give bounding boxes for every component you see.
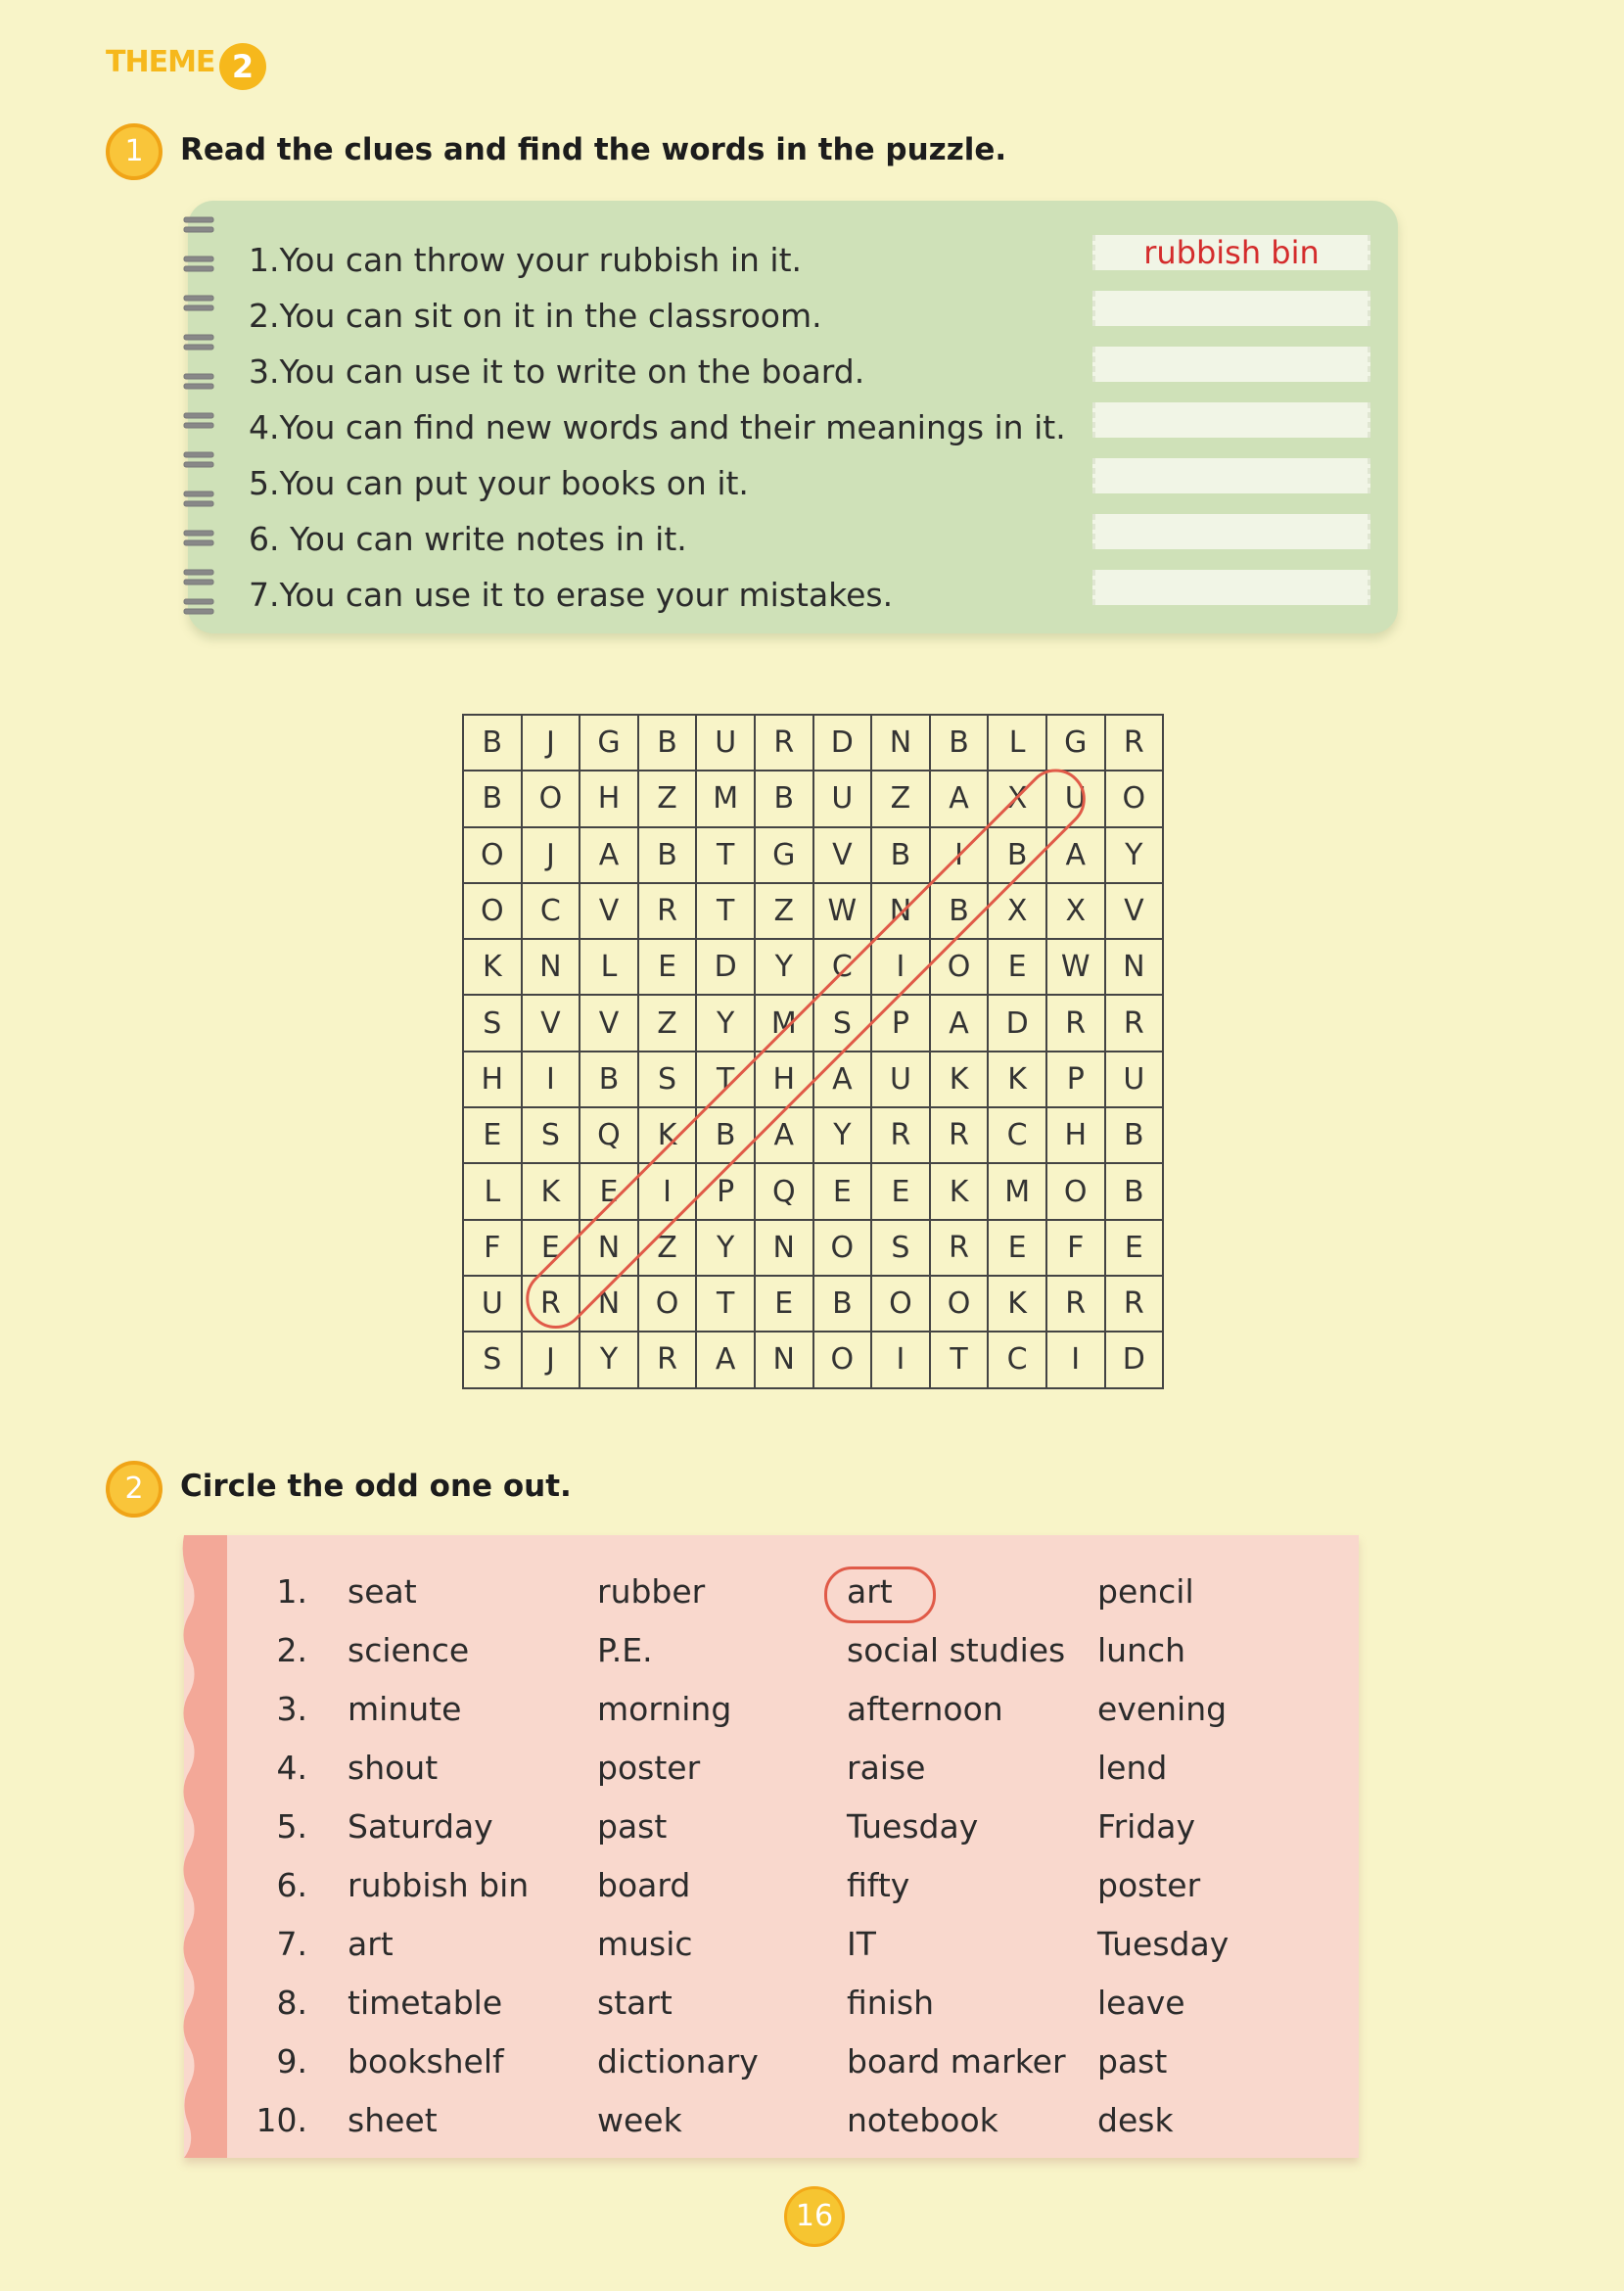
grid-row <box>463 771 1163 826</box>
grid-row <box>463 883 1163 939</box>
grid-cell[interactable]: E <box>871 1163 930 1219</box>
grid-cell[interactable]: A <box>930 995 989 1051</box>
grid-cell[interactable]: G <box>1046 715 1105 771</box>
odd-item-word[interactable]: social studies <box>847 1631 1066 1669</box>
odd-item-word[interactable]: art <box>348 1925 394 1963</box>
grid-cell[interactable]: N <box>755 1332 813 1387</box>
grid-cell[interactable]: D <box>696 939 755 995</box>
grid-cell[interactable]: B <box>580 1052 638 1107</box>
grid-cell[interactable]: R <box>638 883 697 939</box>
grid-cell[interactable]: F <box>1046 1220 1105 1276</box>
odd-item-word[interactable]: music <box>597 1925 693 1963</box>
grid-cell[interactable]: Z <box>638 995 697 1051</box>
grid-cell[interactable]: A <box>1046 827 1105 883</box>
clue-1: 1.You can throw your rubbish in it. <box>249 241 802 279</box>
odd-item-word[interactable]: bookshelf <box>348 2042 504 2081</box>
grid-cell[interactable]: K <box>638 1107 697 1163</box>
odd-item-word[interactable]: board <box>597 1866 691 1904</box>
odd-item-number: 4. <box>276 1749 307 1787</box>
grid-row <box>463 1276 1163 1332</box>
grid-cell[interactable]: B <box>1105 1107 1164 1163</box>
grid-cell[interactable]: R <box>755 715 813 771</box>
section-1-number-badge: 1 <box>106 123 162 180</box>
odd-item-word[interactable]: board marker <box>847 2042 1066 2081</box>
grid-cell[interactable]: K <box>930 1052 989 1107</box>
grid-cell[interactable]: H <box>463 1052 522 1107</box>
clue-5: 5.You can put your books on it. <box>249 464 749 502</box>
grid-cell[interactable]: B <box>755 771 813 826</box>
answer-field-3[interactable] <box>1092 347 1370 382</box>
section-2-number-badge: 2 <box>106 1461 162 1518</box>
odd-item-word[interactable]: week <box>597 2101 682 2139</box>
grid-cell[interactable]: V <box>1105 883 1164 939</box>
theme-label: THEME <box>106 45 215 79</box>
grid-row <box>463 1052 1163 1107</box>
grid-cell[interactable]: V <box>813 827 872 883</box>
odd-item-word[interactable]: leave <box>1097 1984 1185 2022</box>
odd-item-word[interactable]: pencil <box>1097 1572 1194 1611</box>
odd-item-word[interactable]: Saturday <box>348 1807 493 1846</box>
odd-item-number: 8. <box>276 1984 307 2022</box>
odd-item-word[interactable]: poster <box>597 1749 701 1787</box>
odd-item-word[interactable]: start <box>597 1984 673 2022</box>
odd-item-word[interactable]: poster <box>1097 1866 1201 1904</box>
grid-cell[interactable]: E <box>463 1107 522 1163</box>
grid-row <box>463 939 1163 995</box>
grid-row <box>463 995 1163 1051</box>
grid-cell[interactable]: A <box>696 1332 755 1387</box>
grid-cell[interactable]: G <box>755 827 813 883</box>
grid-cell[interactable]: M <box>988 1163 1046 1219</box>
odd-item-word[interactable]: fifty <box>847 1866 910 1904</box>
odd-item-word[interactable]: Tuesday <box>847 1807 979 1846</box>
grid-cell[interactable]: Z <box>638 771 697 826</box>
odd-item-word[interactable]: IT <box>847 1925 876 1963</box>
grid-cell[interactable]: N <box>522 939 580 995</box>
grid-cell[interactable]: I <box>522 1052 580 1107</box>
answer-field-2[interactable] <box>1092 291 1370 326</box>
odd-item-word[interactable]: morning <box>597 1690 732 1728</box>
grid-cell[interactable]: O <box>1046 1163 1105 1219</box>
grid-cell[interactable]: U <box>871 1052 930 1107</box>
grid-cell[interactable]: R <box>1105 1276 1164 1332</box>
grid-cell[interactable]: Q <box>580 1107 638 1163</box>
odd-item-word[interactable]: science <box>348 1631 470 1669</box>
grid-cell[interactable]: T <box>696 827 755 883</box>
odd-item-number: 3. <box>276 1690 307 1728</box>
grid-cell[interactable]: E <box>988 1220 1046 1276</box>
grid-cell[interactable]: D <box>1105 1332 1164 1387</box>
grid-cell[interactable]: O <box>813 1332 872 1387</box>
grid-cell[interactable]: R <box>930 1220 989 1276</box>
grid-row <box>463 827 1163 883</box>
grid-cell[interactable]: L <box>463 1163 522 1219</box>
grid-cell[interactable]: E <box>580 1163 638 1219</box>
grid-cell[interactable]: Y <box>813 1107 872 1163</box>
odd-item-word[interactable]: rubber <box>597 1572 706 1611</box>
odd-item-number: 6. <box>276 1866 307 1904</box>
grid-cell[interactable]: E <box>813 1163 872 1219</box>
clue-6: 6. You can write notes in it. <box>249 520 687 558</box>
odd-item-number: 9. <box>276 2042 307 2081</box>
grid-cell[interactable]: B <box>930 883 989 939</box>
grid-cell[interactable]: J <box>522 827 580 883</box>
grid-cell[interactable]: K <box>930 1163 989 1219</box>
grid-cell[interactable]: U <box>463 1276 522 1332</box>
grid-cell[interactable]: J <box>522 1332 580 1387</box>
grid-cell[interactable]: A <box>580 827 638 883</box>
grid-cell[interactable]: K <box>522 1163 580 1219</box>
grid-row <box>463 1220 1163 1276</box>
grid-cell[interactable]: O <box>1105 771 1164 826</box>
grid-cell[interactable]: R <box>1046 1276 1105 1332</box>
answer-field-6[interactable] <box>1092 514 1370 549</box>
grid-cell[interactable]: L <box>988 715 1046 771</box>
grid-cell[interactable]: B <box>638 827 697 883</box>
grid-cell[interactable]: B <box>988 827 1046 883</box>
odd-item-word[interactable]: minute <box>348 1690 462 1728</box>
grid-cell[interactable]: B <box>930 715 989 771</box>
odd-item-word[interactable]: seat <box>348 1572 417 1611</box>
grid-cell[interactable]: Y <box>755 939 813 995</box>
grid-cell[interactable]: U <box>696 715 755 771</box>
grid-cell[interactable]: I <box>871 1332 930 1387</box>
odd-item-number: 2. <box>276 1631 307 1669</box>
theme-number-badge: 2 <box>219 43 266 90</box>
odd-item-number: 10. <box>255 2101 307 2139</box>
grid-cell[interactable]: B <box>463 771 522 826</box>
grid-cell[interactable]: X <box>988 883 1046 939</box>
grid-row <box>463 1163 1163 1219</box>
odd-item-word[interactable]: sheet <box>348 2101 438 2139</box>
grid-cell[interactable]: I <box>930 827 989 883</box>
grid-cell[interactable]: E <box>755 1276 813 1332</box>
grid-cell[interactable]: D <box>988 995 1046 1051</box>
grid-cell[interactable]: C <box>813 939 872 995</box>
grid-cell[interactable]: U <box>1046 771 1105 826</box>
grid-cell[interactable]: E <box>1105 1220 1164 1276</box>
odd-item-word[interactable]: lend <box>1097 1749 1168 1787</box>
grid-cell[interactable]: B <box>638 715 697 771</box>
odd-item-word[interactable]: past <box>1097 2042 1168 2081</box>
grid-cell[interactable]: S <box>463 995 522 1051</box>
grid-cell[interactable]: O <box>813 1220 872 1276</box>
grid-cell[interactable]: N <box>1105 939 1164 995</box>
odd-item-word[interactable]: evening <box>1097 1690 1228 1728</box>
answer-field-7[interactable] <box>1092 570 1370 605</box>
grid-cell[interactable]: V <box>580 995 638 1051</box>
odd-item-word[interactable]: past <box>597 1807 668 1846</box>
grid-cell[interactable]: X <box>988 771 1046 826</box>
grid-cell[interactable]: S <box>522 1107 580 1163</box>
grid-cell[interactable]: O <box>871 1276 930 1332</box>
grid-cell[interactable]: N <box>871 883 930 939</box>
grid-cell[interactable]: Y <box>696 995 755 1051</box>
grid-cell[interactable]: B <box>813 1276 872 1332</box>
grid-cell[interactable]: C <box>522 883 580 939</box>
odd-item-word[interactable]: shout <box>348 1749 439 1787</box>
grid-cell[interactable]: L <box>580 939 638 995</box>
grid-cell[interactable]: E <box>638 939 697 995</box>
grid-cell[interactable]: C <box>988 1107 1046 1163</box>
grid-cell[interactable]: M <box>755 995 813 1051</box>
grid-cell[interactable]: A <box>813 1052 872 1107</box>
word-search-grid <box>462 714 1164 1389</box>
grid-cell[interactable]: X <box>1046 883 1105 939</box>
grid-cell[interactable]: C <box>988 1332 1046 1387</box>
grid-cell[interactable]: E <box>988 939 1046 995</box>
grid-cell[interactable]: U <box>813 771 872 826</box>
grid-cell[interactable]: R <box>930 1107 989 1163</box>
grid-cell[interactable]: Z <box>755 883 813 939</box>
grid-cell[interactable]: R <box>638 1332 697 1387</box>
grid-cell[interactable]: T <box>930 1332 989 1387</box>
grid-row <box>463 1107 1163 1163</box>
grid-cell[interactable]: J <box>522 715 580 771</box>
answer-field-1[interactable]: rubbish bin <box>1092 235 1370 270</box>
grid-cell[interactable]: K <box>988 1052 1046 1107</box>
grid-cell[interactable]: O <box>463 883 522 939</box>
odd-item-word[interactable]: Tuesday <box>1097 1925 1230 1963</box>
grid-cell[interactable]: S <box>463 1332 522 1387</box>
grid-cell[interactable]: O <box>638 1276 697 1332</box>
grid-cell[interactable]: E <box>522 1220 580 1276</box>
answer-field-5[interactable] <box>1092 458 1370 493</box>
grid-cell[interactable]: B <box>463 715 522 771</box>
grid-cell[interactable]: A <box>755 1107 813 1163</box>
grid-cell[interactable]: Y <box>580 1332 638 1387</box>
answer-field-4[interactable] <box>1092 402 1370 438</box>
spiral-binding-icon <box>180 210 219 621</box>
grid-cell[interactable]: O <box>463 827 522 883</box>
odd-item-word[interactable]: timetable <box>348 1984 503 2022</box>
grid-cell[interactable]: K <box>988 1276 1046 1332</box>
odd-item-word[interactable]: dictionary <box>597 2042 759 2081</box>
odd-item-word[interactable]: rubbish bin <box>348 1866 530 1904</box>
grid-cell[interactable]: T <box>696 1052 755 1107</box>
grid-row <box>463 1332 1163 1387</box>
clue-4: 4.You can find new words and their meanings in it. <box>249 408 1066 446</box>
grid-cell[interactable]: V <box>580 883 638 939</box>
grid-cell[interactable]: F <box>463 1220 522 1276</box>
grid-cell[interactable]: R <box>1105 715 1164 771</box>
grid-cell[interactable]: R <box>1046 995 1105 1051</box>
grid-cell[interactable]: N <box>580 1276 638 1332</box>
grid-cell[interactable]: H <box>1046 1107 1105 1163</box>
grid-cell[interactable]: P <box>871 995 930 1051</box>
grid-cell[interactable]: K <box>463 939 522 995</box>
grid-cell[interactable]: U <box>1105 1052 1164 1107</box>
grid-cell[interactable]: P <box>696 1163 755 1219</box>
odd-item-number: 5. <box>276 1807 307 1846</box>
grid-cell[interactable]: H <box>580 771 638 826</box>
circled-answer-mark <box>824 1566 936 1623</box>
odd-item-word[interactable]: Friday <box>1097 1807 1196 1846</box>
odd-item-word[interactable]: lunch <box>1097 1631 1186 1669</box>
grid-cell[interactable]: B <box>871 827 930 883</box>
grid-cell[interactable]: Q <box>755 1163 813 1219</box>
grid-cell[interactable]: N <box>580 1220 638 1276</box>
grid-cell[interactable]: R <box>871 1107 930 1163</box>
grid-row <box>463 715 1163 771</box>
grid-cell[interactable]: V <box>522 995 580 1051</box>
grid-cell[interactable]: R <box>1105 995 1164 1051</box>
grid-cell[interactable]: S <box>871 1220 930 1276</box>
grid-cell[interactable]: O <box>930 939 989 995</box>
grid-cell[interactable]: O <box>930 1276 989 1332</box>
grid-cell[interactable]: M <box>696 771 755 826</box>
grid-cell[interactable]: D <box>813 715 872 771</box>
grid-cell[interactable]: A <box>930 771 989 826</box>
grid-cell[interactable]: I <box>1046 1332 1105 1387</box>
grid-cell[interactable]: Z <box>871 771 930 826</box>
grid-cell[interactable]: Y <box>1105 827 1164 883</box>
odd-item-word[interactable]: art <box>847 1572 893 1611</box>
odd-item-word[interactable]: afternoon <box>847 1690 1003 1728</box>
grid-cell[interactable]: I <box>871 939 930 995</box>
odd-item-word[interactable]: raise <box>847 1749 926 1787</box>
grid-cell[interactable]: P <box>1046 1052 1105 1107</box>
torn-edge-decoration <box>178 1535 235 2158</box>
page-number-badge: 16 <box>784 2186 845 2247</box>
grid-cell[interactable]: G <box>580 715 638 771</box>
odd-item-number: 1. <box>276 1572 307 1611</box>
grid-cell[interactable]: N <box>871 715 930 771</box>
odd-item-word[interactable]: desk <box>1097 2101 1174 2139</box>
grid-cell[interactable]: Y <box>696 1220 755 1276</box>
grid-cell[interactable]: Z <box>638 1220 697 1276</box>
grid-cell[interactable]: R <box>522 1276 580 1332</box>
grid-cell[interactable]: T <box>696 1276 755 1332</box>
grid-cell[interactable]: T <box>696 883 755 939</box>
grid-cell[interactable]: B <box>1105 1163 1164 1219</box>
grid-cell[interactable]: I <box>638 1163 697 1219</box>
section-1-title: Read the clues and find the words in the puzzle. <box>180 132 1007 167</box>
clue-3: 3.You can use it to write on the board. <box>249 352 865 391</box>
section-2-title: Circle the odd one out. <box>180 1469 572 1504</box>
grid-cell[interactable]: N <box>755 1220 813 1276</box>
grid-cell[interactable]: S <box>638 1052 697 1107</box>
grid-cell[interactable]: W <box>1046 939 1105 995</box>
clue-2: 2.You can sit on it in the classroom. <box>249 297 822 335</box>
odd-item-word[interactable]: P.E. <box>597 1631 653 1669</box>
grid-cell[interactable]: B <box>696 1107 755 1163</box>
grid-cell[interactable]: S <box>813 995 872 1051</box>
odd-item-word[interactable]: finish <box>847 1984 934 2022</box>
grid-cell[interactable]: W <box>813 883 872 939</box>
odd-item-word[interactable]: notebook <box>847 2101 998 2139</box>
odd-item-number: 7. <box>276 1925 307 1963</box>
grid-cell[interactable]: O <box>522 771 580 826</box>
clue-7: 7.You can use it to erase your mistakes. <box>249 576 894 614</box>
grid-cell[interactable]: H <box>755 1052 813 1107</box>
